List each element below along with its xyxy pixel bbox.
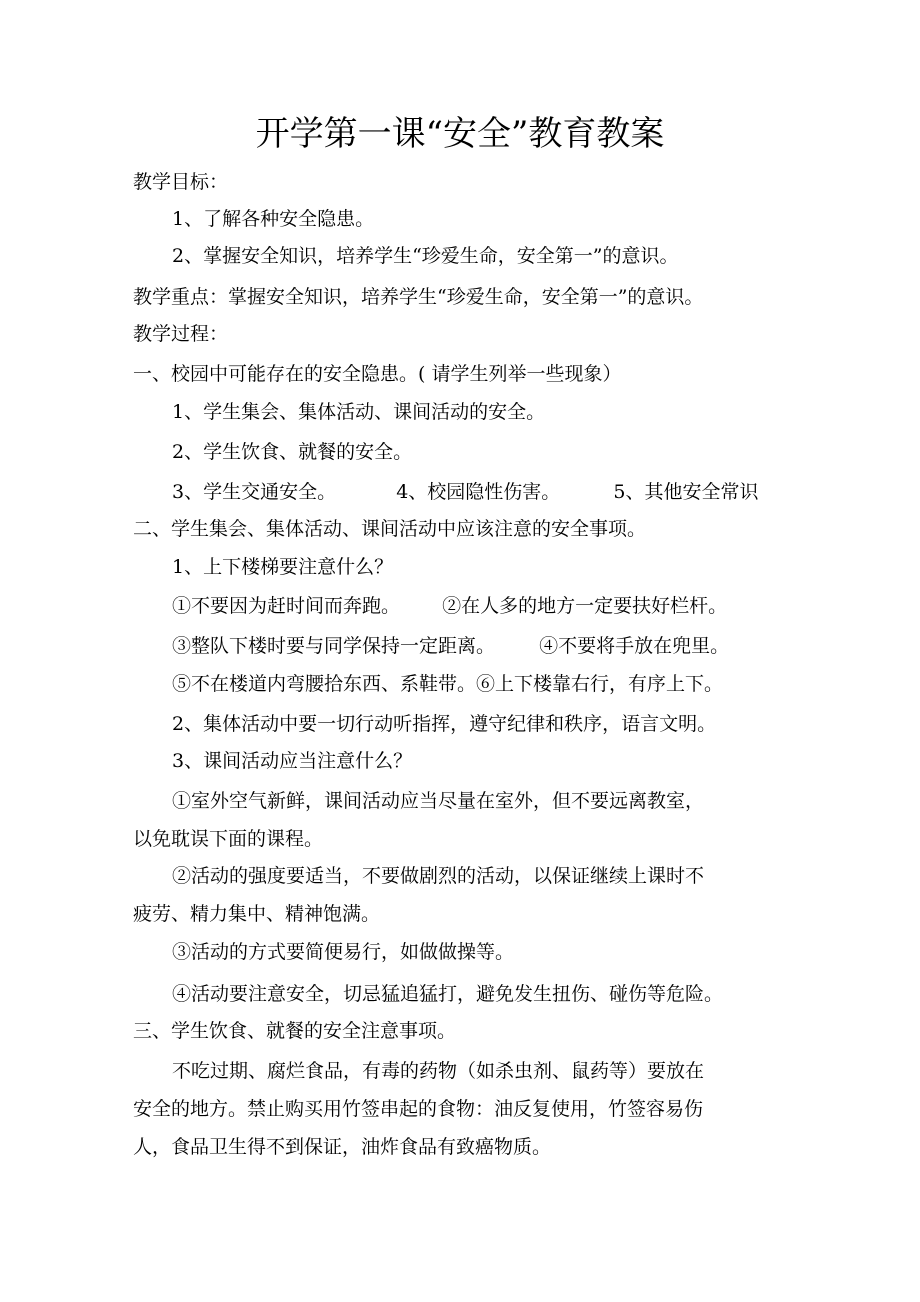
list-item: 4、校园隐性伤害。 <box>396 481 561 503</box>
rule-item: ④不要将手放在兜里。 <box>539 635 730 657</box>
process-heading: 教学过程： <box>133 323 229 345</box>
question-item: 2、集体活动中要一切行动听指挥，遵守纪律和秩序，语言文明。 <box>172 713 717 735</box>
section-heading: 三、学生饮食、就餐的安全注意事项。 <box>133 1020 457 1042</box>
list-item: 3、学生交通安全。 <box>172 481 337 503</box>
paragraph-line: 安全的地方。禁止购买用竹签串起的食物：油反复使用，竹签容易伤 <box>133 1098 704 1120</box>
list-item: 2、学生饮食、就餐的安全。 <box>172 441 413 463</box>
paragraph-line: ①室外空气新鲜，课间活动应当尽量在室外，但不要远离教室， <box>172 790 705 812</box>
key-point: 教学重点：掌握安全知识，培养学生“珍爱生命，安全第一”的意识。 <box>133 286 704 308</box>
paragraph-line: ②活动的强度要适当，不要做剧烈的活动，以保证继续上课时不 <box>172 865 705 887</box>
question-item: 1、上下楼梯要注意什么？ <box>172 556 394 578</box>
list-item: 1、学生集会、集体活动、课间活动的安全。 <box>172 401 546 423</box>
paragraph-line: ③活动的方式要简便易行，如做做操等。 <box>172 941 515 963</box>
section-heading: 一、校园中可能存在的安全隐患。( 请学生列举一些现象） <box>133 363 622 385</box>
paragraph-line: 以免耽误下面的课程。 <box>133 828 324 850</box>
list-item-row <box>172 478 758 506</box>
rule-row <box>172 592 727 620</box>
paragraph-line: ④活动要注意安全，切忌猛追猛打，避免发生扭伤、碰伤等危险。 <box>172 983 724 1005</box>
document-title: 开学第一课“安全”教育教案 <box>255 114 665 154</box>
paragraph-line: 不吃过期、腐烂食品，有毒的药物（如杀虫剂、鼠药等）要放在 <box>172 1060 705 1082</box>
rule-row: ⑤不在楼道内弯腰拾东西、系鞋带。⑥上下楼靠右行，有序上下。 <box>172 673 724 695</box>
paragraph-line: 疲劳、精力集中、精神饱满。 <box>133 903 381 925</box>
section-heading: 二、学生集会、集体活动、课间活动中应该注意的安全事项。 <box>133 518 647 540</box>
list-item: 5、其他安全常识 <box>613 481 759 503</box>
objective-item: 1、了解各种安全隐患。 <box>172 208 375 230</box>
rule-row <box>172 632 729 660</box>
rule-item: ①不要因为赶时间而奔跑。 <box>172 595 401 617</box>
rule-item: ②在人多的地方一定要扶好栏杆。 <box>442 595 728 617</box>
question-item: 3、课间活动应当注意什么？ <box>172 750 413 772</box>
objectives-heading: 教学目标： <box>133 171 229 193</box>
rule-item: ③整队下楼时要与同学保持一定距离。 <box>172 635 496 657</box>
paragraph-line: 人，食品卫生得不到保证，油炸食品有致癌物质。 <box>133 1136 552 1158</box>
objective-item: 2、掌握安全知识，培养学生“珍爱生命，安全第一”的意识。 <box>172 245 679 267</box>
